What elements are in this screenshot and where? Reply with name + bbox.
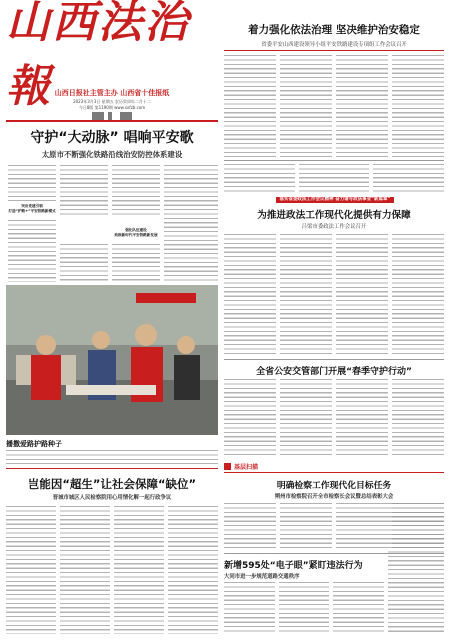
policy-story-column	[336, 234, 388, 356]
main-story-column	[8, 165, 56, 201]
main-story-column	[112, 165, 160, 215]
grassroots-tag-label: 基层扫描	[234, 464, 259, 471]
right-divider	[224, 160, 444, 161]
main-story-divider	[6, 120, 218, 122]
masthead-sponsor-line: 山西日报社主管主办 山西省十佳报纸	[54, 89, 170, 97]
spring-story-column	[224, 379, 276, 457]
bottom-right2-body	[224, 582, 384, 634]
photo-caption: 播撒爱路护路种子	[6, 440, 62, 448]
bottom-left-column	[6, 506, 56, 634]
lead-top-column	[373, 164, 444, 192]
bottom-right2-column	[333, 582, 384, 634]
spring-story-body	[224, 379, 444, 457]
main-story-body	[8, 165, 56, 201]
grassroots-divider	[224, 472, 444, 473]
bottom-right1-column	[224, 503, 276, 549]
main-story-body	[60, 244, 160, 282]
main-story-column	[60, 244, 108, 282]
spring-story-column	[336, 379, 388, 457]
main-story-section2-head: 强化队伍建设 助推新时代平安铁路新发展	[114, 228, 158, 237]
main-story-column	[60, 165, 108, 215]
policy-story-column	[224, 234, 276, 356]
policy-story-subtitle: 吕梁市委政法工作会议召开	[301, 224, 367, 230]
lead-top-divider	[224, 50, 444, 51]
bottom-left-column	[114, 506, 164, 634]
lead-top-column	[224, 164, 295, 192]
policy-story-column	[392, 234, 444, 356]
lead-top-subtitle: 省委平安山西建设领导小组平安铁路建设专项组工作会议召开	[261, 42, 407, 48]
policy-story-title: 为推进政法工作现代化提供有力保障	[257, 210, 411, 221]
newspaper-logo: 山西法治報	[6, 0, 190, 112]
masthead-date-line: 2023年3月3日 星期五 农历癸卯年二月十二	[73, 99, 151, 104]
lead-top-title: 着力强化依法治理 坚决维护治安稳定	[248, 24, 420, 36]
bottom-right2-column	[224, 582, 275, 634]
right-divider	[224, 359, 444, 360]
bottom-left-column	[60, 506, 110, 634]
main-story-column	[112, 244, 160, 282]
bottom-right1-title: 明确检察工作现代化目标任务	[276, 481, 392, 491]
main-photo-illustration	[6, 285, 218, 435]
masthead	[6, 0, 218, 122]
policy-story-body	[224, 234, 444, 356]
bottom-right1-subtitle: 朔州市检察院召开全市检察长会议暨总结表彰大会	[274, 494, 394, 500]
main-story-body	[164, 165, 218, 282]
bottom-right-side-body	[388, 503, 444, 634]
lead-top-column	[224, 55, 276, 157]
grassroots-tag	[224, 462, 258, 471]
main-story-section1-head: 突出党建引领 打造“护路+”平安铁路新模式	[8, 204, 56, 213]
bottom-left-body	[6, 506, 218, 634]
main-story-subtitle: 太原市不断强化铁路沿线治安防控体系建设	[41, 150, 183, 159]
bottom-left-title: 岂能因“超生”让社会保障“缺位”	[27, 477, 197, 491]
lead-top-column	[299, 164, 370, 192]
policy-story-column	[280, 234, 332, 356]
bottom-right-side-column	[388, 503, 444, 634]
masthead-issue-line: 今日8版 第1190期 www.sxfzb.com	[78, 105, 146, 110]
bottom-left-column	[168, 506, 218, 634]
square-icon	[224, 463, 231, 470]
lead-top-column	[336, 55, 388, 157]
bottom-left-divider	[6, 468, 218, 469]
bottom-right2-subtitle: 大同市进一步规范道路交通秩序	[224, 574, 300, 580]
main-story-title: 守护“大动脉” 唱响平安歌	[30, 130, 194, 146]
photo-caption-body	[6, 450, 218, 464]
main-story-body	[8, 220, 56, 282]
bottom-right1-column	[336, 503, 388, 549]
bottom-right2-title: 新增595处“电子眼”紧盯违法行为	[224, 561, 363, 571]
bottom-right1-column	[280, 503, 332, 549]
main-story-body	[60, 165, 160, 215]
main-story-column	[164, 165, 218, 282]
policy-banner: 落实省委政法工作会议精神 奋力谱写政法事业“新篇章”	[276, 197, 394, 203]
bottom-right2-column	[279, 582, 330, 634]
barcode-icon	[92, 112, 132, 120]
bottom-left-subtitle: 晋城市城区人民检察院用心用情化解一起行政争议	[52, 495, 172, 501]
main-story-column	[8, 220, 56, 282]
spring-story-title: 全省公安交管部门开展“春季守护行动”	[256, 367, 412, 377]
spring-story-column	[280, 379, 332, 457]
main-story-photo	[6, 285, 218, 435]
spring-story-column	[392, 379, 444, 457]
lead-top-column	[392, 55, 444, 157]
lead-top-body	[224, 55, 444, 157]
photo-caption-column	[6, 450, 218, 464]
lead-top-column	[280, 55, 332, 157]
lead-top-body-end	[224, 164, 444, 192]
